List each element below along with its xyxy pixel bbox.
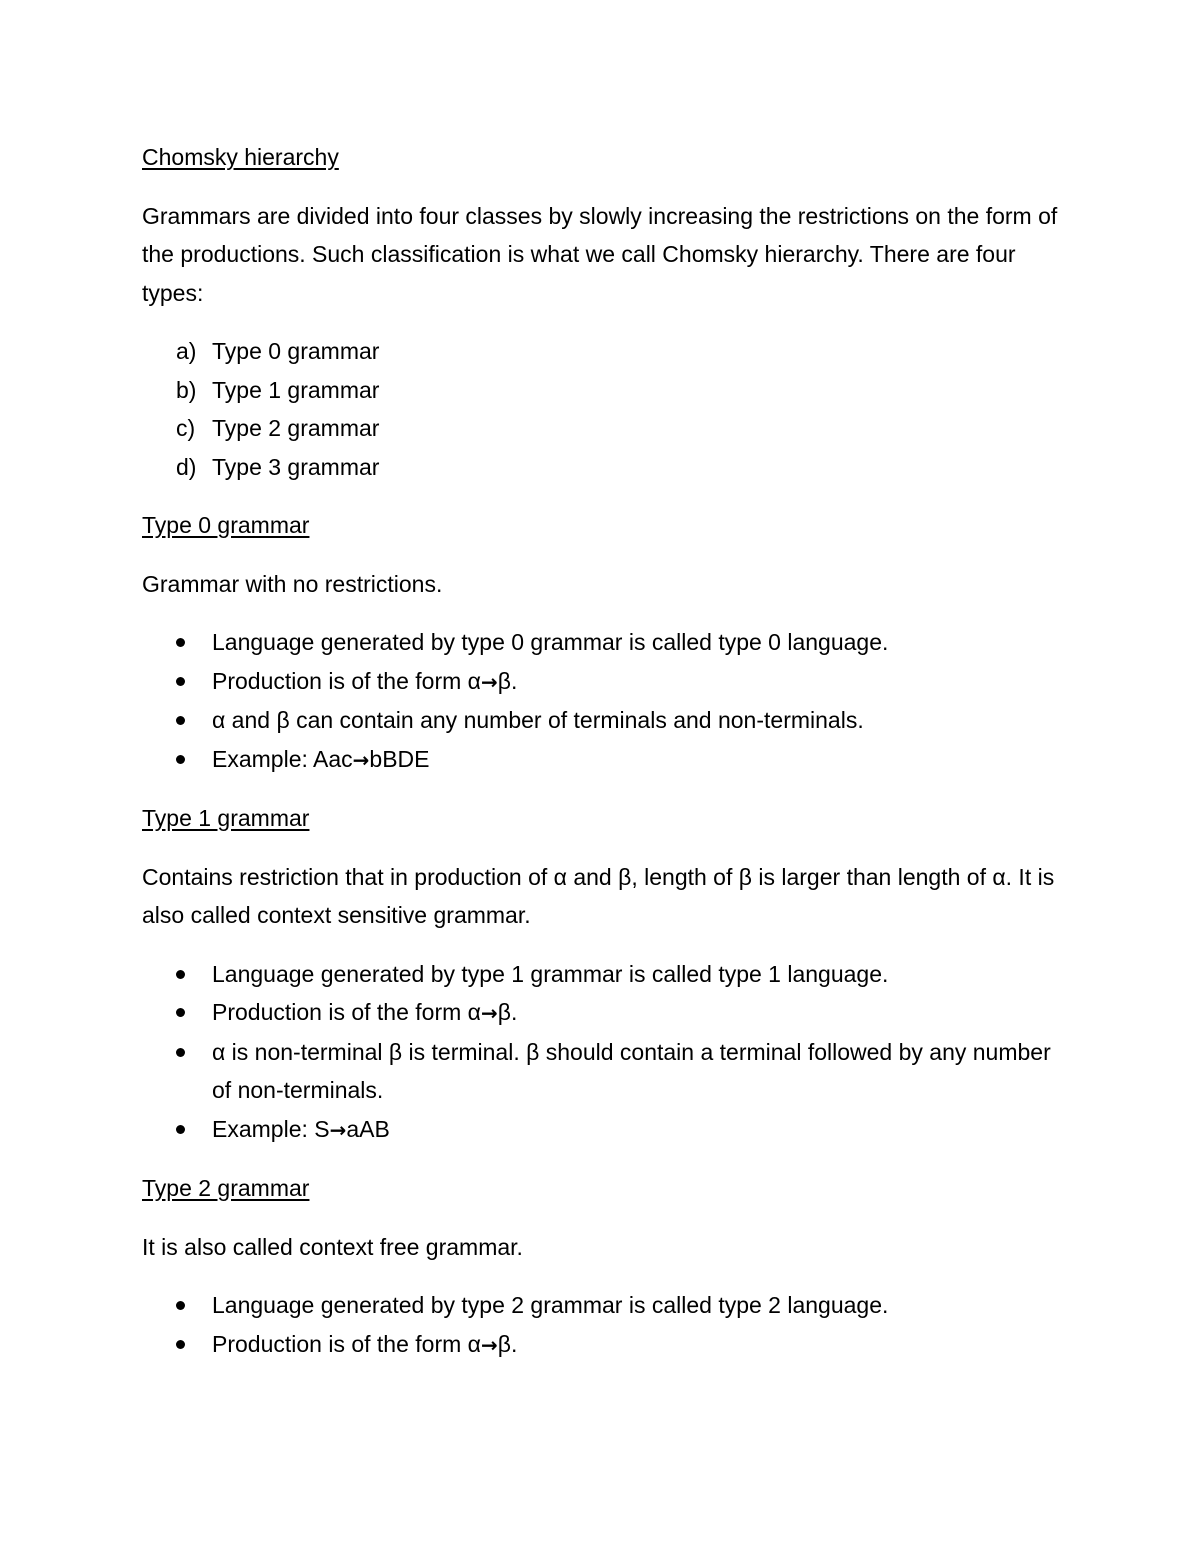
bullet-text: Production is of the form α — [212, 667, 481, 694]
bullet-item — [142, 662, 1062, 702]
bullet-dot-icon — [176, 1048, 185, 1057]
bullet-text: α and β can contain any number of terminals and non-terminals. — [212, 707, 864, 733]
bullet-text: Example: Aac — [212, 745, 353, 772]
section-description-type2: It is also called context free grammar. — [142, 1233, 523, 1260]
list-marker: d) — [176, 453, 197, 480]
section-heading-type0: Type 0 grammar — [142, 512, 310, 538]
bullet-text: Language generated by type 0 grammar is called type 0 language. — [212, 629, 889, 655]
list-item-label: Type 1 grammar — [212, 376, 380, 403]
bullet-text: Production is of the form α — [212, 1330, 481, 1357]
grammar-types-list — [142, 332, 1062, 486]
list-item — [142, 409, 1062, 448]
arrow-icon: → — [329, 1117, 347, 1142]
section-description-type0: Grammar with no restrictions. — [142, 570, 443, 597]
bullet-dot-icon — [176, 970, 185, 979]
bullet-dot-icon — [176, 1301, 185, 1310]
bullet-item — [142, 701, 1062, 740]
bullet-list-type1 — [142, 955, 1062, 1150]
bullet-dot-icon — [176, 1008, 185, 1017]
bullet-item — [142, 1033, 1062, 1110]
bullet-text: bBDE — [369, 745, 430, 772]
list-marker: a) — [176, 338, 197, 364]
list-item-label: Type 2 grammar — [212, 415, 380, 441]
bullet-item — [142, 955, 1062, 994]
bullet-item — [142, 1325, 1062, 1365]
list-marker: b) — [176, 376, 197, 403]
bullet-text: β. — [497, 667, 518, 694]
bullet-text: Language generated by type 1 grammar is called type 1 language. — [212, 960, 889, 987]
bullet-item — [142, 993, 1062, 1033]
bullet-list-type0 — [142, 623, 1062, 779]
section-heading-type2: Type 2 grammar — [142, 1175, 310, 1201]
bullet-item — [142, 740, 1062, 780]
bullet-dot-icon — [176, 1125, 185, 1134]
section-description-type1: Contains restriction that in production of α and β, length of β is larger than length of α. It is also called context sensitive grammar. — [142, 863, 1055, 928]
arrow-icon: → — [480, 669, 498, 694]
list-item — [142, 332, 1062, 371]
arrow-icon: → — [352, 747, 370, 772]
bullet-list-type2 — [142, 1286, 1062, 1364]
document-page — [142, 138, 1062, 1384]
arrow-icon: → — [480, 1332, 498, 1357]
intro-paragraph: Grammars are divided into four classes by slowly increasing the restrictions on the form of the productions. Such classification is what we call Chomsky hierarchy. There are four types: — [142, 202, 1058, 306]
list-item-label: Type 0 grammar — [212, 338, 380, 364]
bullet-text: α is non-terminal β is terminal. β should contain a terminal followed by any number of non-terminals. — [212, 1038, 1051, 1103]
bullet-text: Example: S — [212, 1115, 330, 1142]
bullet-dot-icon — [176, 755, 185, 764]
arrow-icon: → — [480, 1001, 498, 1025]
list-item — [142, 371, 1062, 410]
bullet-dot-icon — [176, 677, 185, 686]
list-item-label: Type 3 grammar — [212, 453, 380, 480]
bullet-text: Language generated by type 2 grammar is called type 2 language. — [212, 1292, 889, 1318]
list-item — [142, 448, 1062, 487]
bullet-item — [142, 1110, 1062, 1150]
page-title: Chomsky hierarchy — [142, 144, 339, 170]
section-heading-type1: Type 1 grammar — [142, 805, 310, 831]
bullet-dot-icon — [176, 1340, 185, 1349]
bullet-dot-icon — [176, 716, 185, 725]
list-marker: c) — [176, 415, 196, 441]
bullet-dot-icon — [176, 638, 185, 647]
bullet-text: aAB — [346, 1115, 390, 1142]
bullet-item — [142, 623, 1062, 662]
bullet-text: β. — [497, 1330, 518, 1357]
bullet-item — [142, 1286, 1062, 1325]
bullet-text: β. — [497, 999, 518, 1025]
bullet-text: Production is of the form α — [212, 999, 481, 1025]
